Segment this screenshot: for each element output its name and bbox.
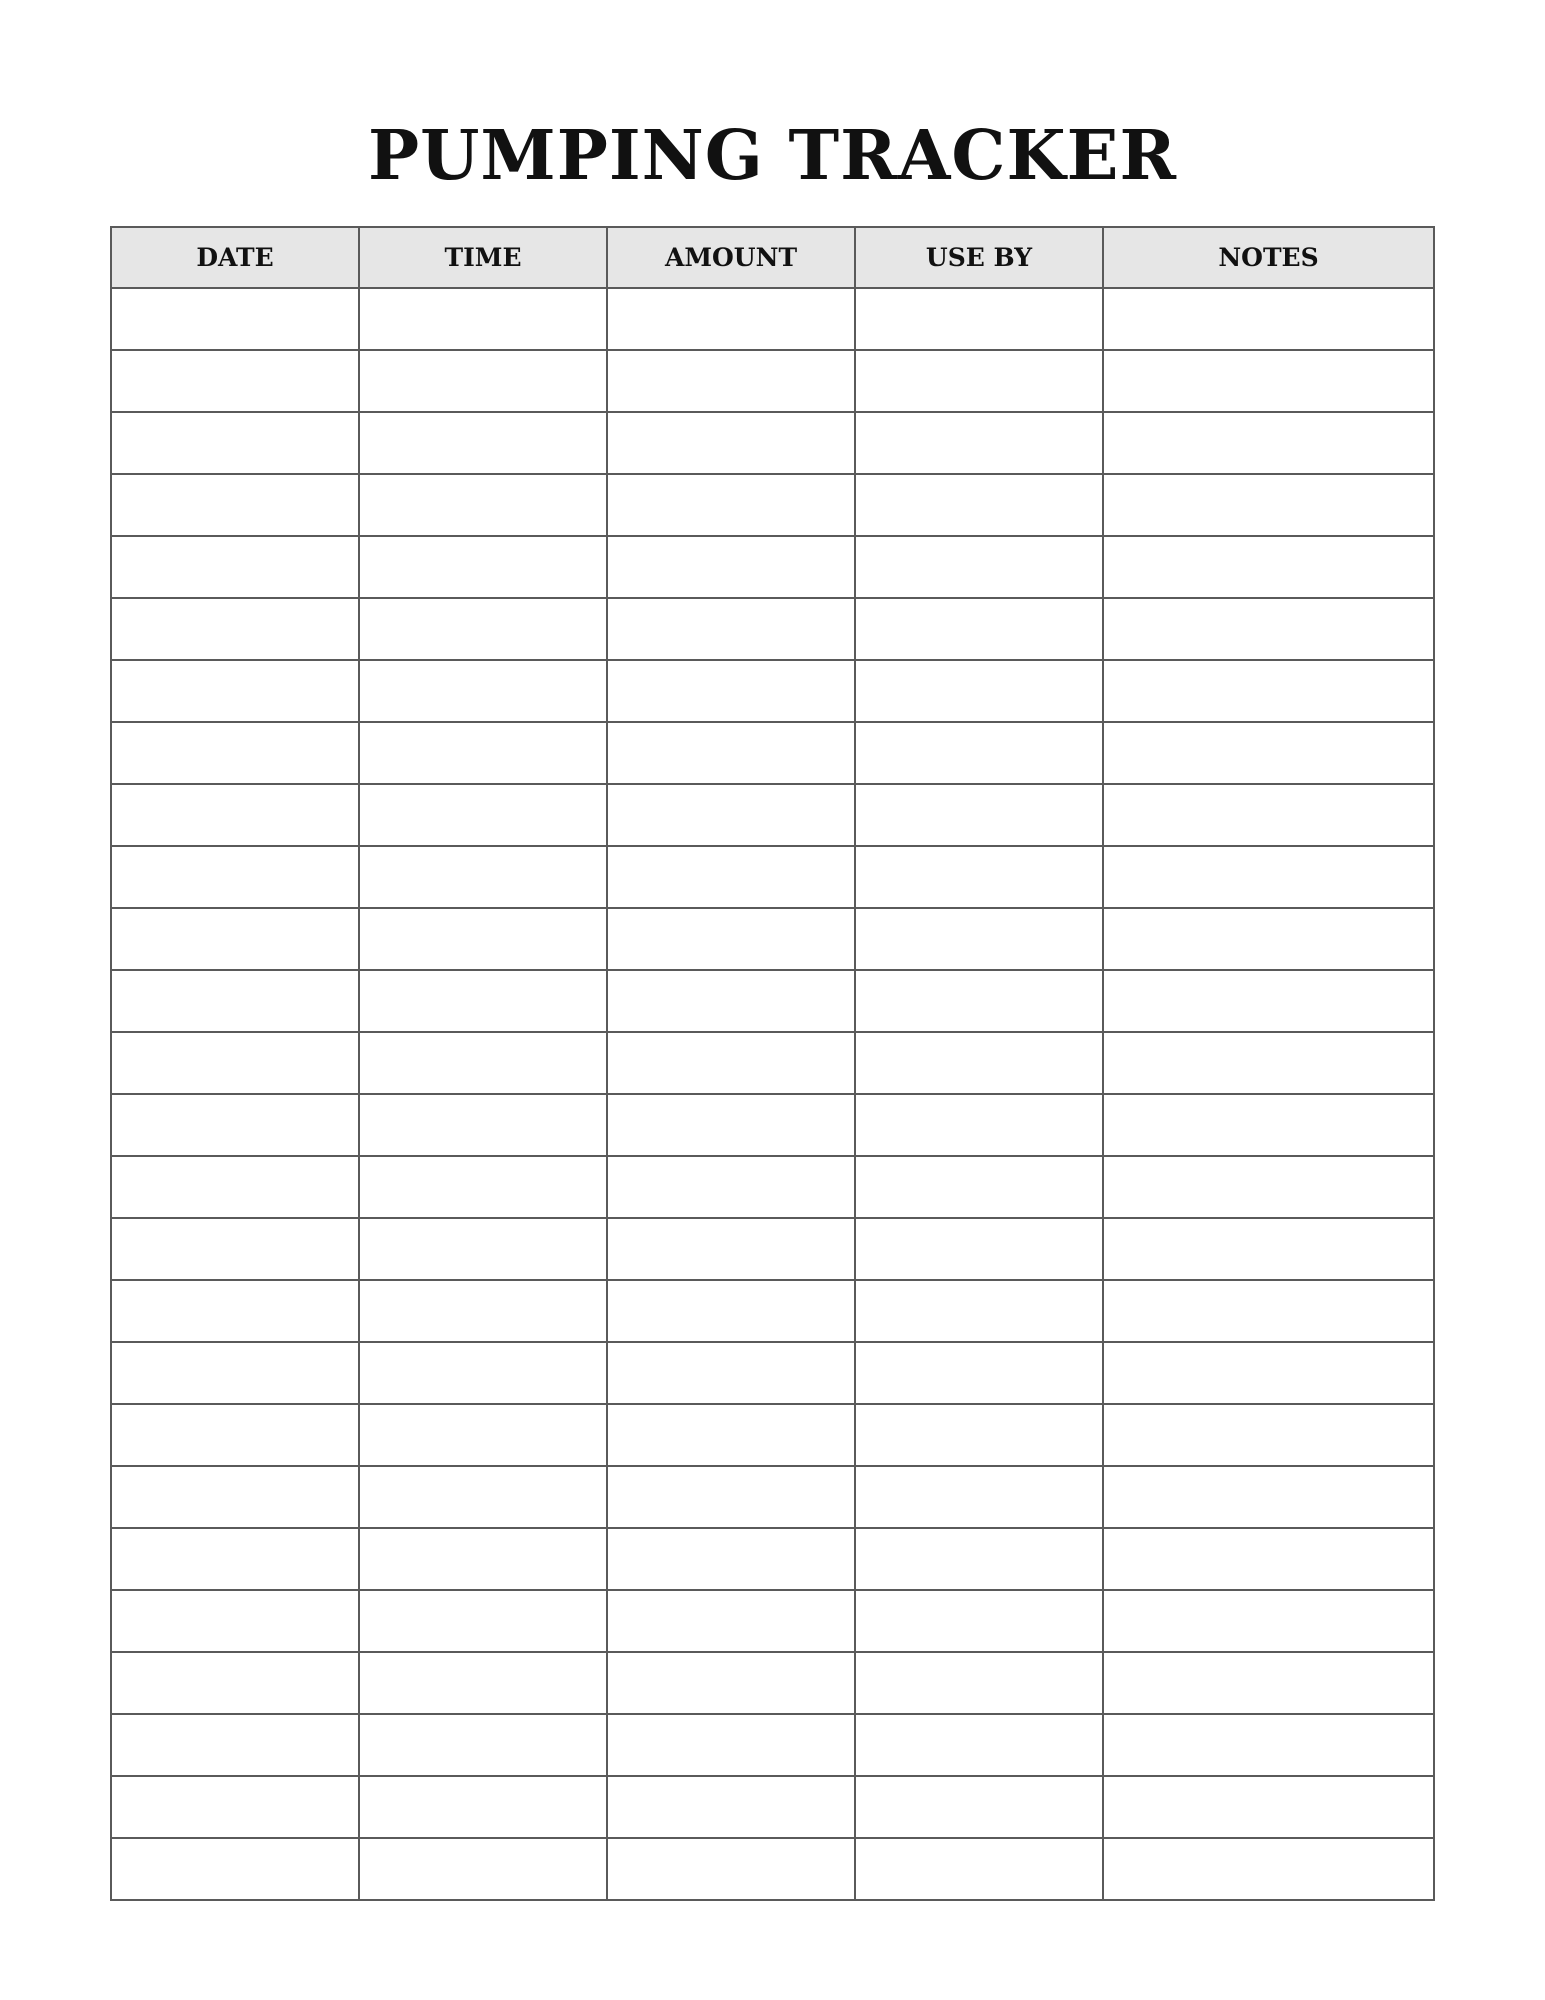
use-by-cell[interactable] [855, 970, 1103, 1032]
page-title: PUMPING TRACKER [368, 116, 1177, 196]
notes-cell[interactable] [1103, 1280, 1434, 1342]
table-row [111, 412, 1434, 474]
use-by-cell[interactable] [855, 1342, 1103, 1404]
use-by-cell[interactable] [855, 1714, 1103, 1776]
use-by-cell[interactable] [855, 474, 1103, 536]
time-cell[interactable] [359, 1528, 607, 1590]
time-cell[interactable] [359, 1280, 607, 1342]
amount-cell[interactable] [607, 1838, 855, 1900]
time-cell[interactable] [359, 784, 607, 846]
use-by-cell[interactable] [855, 1466, 1103, 1528]
use-by-cell[interactable] [855, 722, 1103, 784]
time-cell[interactable] [359, 412, 607, 474]
time-cell[interactable] [359, 598, 607, 660]
notes-cell[interactable] [1103, 1404, 1434, 1466]
table-row [111, 1404, 1434, 1466]
date-cell[interactable] [111, 1714, 359, 1776]
table-row [111, 1342, 1434, 1404]
date-cell[interactable] [111, 660, 359, 722]
notes-cell[interactable] [1103, 1838, 1434, 1900]
amount-cell[interactable] [607, 1714, 855, 1776]
amount-cell[interactable] [607, 1218, 855, 1280]
table-row [111, 536, 1434, 598]
time-cell[interactable] [359, 1156, 607, 1218]
notes-cell[interactable] [1103, 288, 1434, 350]
notes-cell[interactable] [1103, 1528, 1434, 1590]
notes-cell[interactable] [1103, 722, 1434, 784]
use-by-cell[interactable] [855, 1032, 1103, 1094]
time-cell[interactable] [359, 846, 607, 908]
notes-cell[interactable] [1103, 846, 1434, 908]
date-cell[interactable] [111, 1528, 359, 1590]
amount-cell[interactable] [607, 1032, 855, 1094]
notes-cell[interactable] [1103, 908, 1434, 970]
date-cell[interactable] [111, 970, 359, 1032]
date-cell[interactable] [111, 1466, 359, 1528]
table-row [111, 1714, 1434, 1776]
amount-cell[interactable] [607, 474, 855, 536]
time-cell[interactable] [359, 1652, 607, 1714]
amount-cell[interactable] [607, 970, 855, 1032]
table-row [111, 598, 1434, 660]
table-row [111, 1652, 1434, 1714]
date-cell[interactable] [111, 846, 359, 908]
use-by-cell[interactable] [855, 660, 1103, 722]
date-cell[interactable] [111, 1156, 359, 1218]
use-by-cell[interactable] [855, 846, 1103, 908]
time-cell[interactable] [359, 970, 607, 1032]
notes-cell[interactable] [1103, 970, 1434, 1032]
notes-cell[interactable] [1103, 1094, 1434, 1156]
date-cell[interactable] [111, 1404, 359, 1466]
amount-cell[interactable] [607, 288, 855, 350]
date-cell[interactable] [111, 722, 359, 784]
time-cell[interactable] [359, 1838, 607, 1900]
date-cell[interactable] [111, 1838, 359, 1900]
use-by-cell[interactable] [855, 1404, 1103, 1466]
table-row [111, 1280, 1434, 1342]
date-cell[interactable] [111, 598, 359, 660]
notes-cell[interactable] [1103, 474, 1434, 536]
table-row [111, 1590, 1434, 1652]
date-cell[interactable] [111, 1652, 359, 1714]
table-row [111, 722, 1434, 784]
use-by-cell[interactable] [855, 1652, 1103, 1714]
time-cell[interactable] [359, 1032, 607, 1094]
notes-cell[interactable] [1103, 1776, 1434, 1838]
date-cell[interactable] [111, 1342, 359, 1404]
use-by-cell[interactable] [855, 1528, 1103, 1590]
table-row [111, 474, 1434, 536]
amount-cell[interactable] [607, 1776, 855, 1838]
time-cell[interactable] [359, 1342, 607, 1404]
table-row [111, 1032, 1434, 1094]
time-cell[interactable] [359, 722, 607, 784]
date-cell[interactable] [111, 288, 359, 350]
use-by-cell[interactable] [855, 350, 1103, 412]
amount-cell[interactable] [607, 1652, 855, 1714]
amount-cell[interactable] [607, 1094, 855, 1156]
time-cell[interactable] [359, 474, 607, 536]
notes-cell[interactable] [1103, 784, 1434, 846]
column-header-amount: AMOUNT [607, 227, 855, 288]
use-by-cell[interactable] [855, 288, 1103, 350]
amount-cell[interactable] [607, 1466, 855, 1528]
notes-cell[interactable] [1103, 598, 1434, 660]
notes-cell[interactable] [1103, 350, 1434, 412]
amount-cell[interactable] [607, 908, 855, 970]
tracker-body [111, 288, 1434, 1900]
table-row [111, 1838, 1434, 1900]
use-by-cell[interactable] [855, 1838, 1103, 1900]
table-row [111, 1094, 1434, 1156]
time-cell[interactable] [359, 660, 607, 722]
time-cell[interactable] [359, 1466, 607, 1528]
amount-cell[interactable] [607, 536, 855, 598]
date-cell[interactable] [111, 1280, 359, 1342]
date-cell[interactable] [111, 1590, 359, 1652]
table-row [111, 846, 1434, 908]
use-by-cell[interactable] [855, 908, 1103, 970]
table-row [111, 350, 1434, 412]
notes-cell[interactable] [1103, 1032, 1434, 1094]
date-cell[interactable] [111, 1776, 359, 1838]
amount-cell[interactable] [607, 598, 855, 660]
date-cell[interactable] [111, 908, 359, 970]
use-by-cell[interactable] [855, 598, 1103, 660]
notes-cell[interactable] [1103, 1342, 1434, 1404]
use-by-cell[interactable] [855, 412, 1103, 474]
date-cell[interactable] [111, 412, 359, 474]
amount-cell[interactable] [607, 660, 855, 722]
use-by-cell[interactable] [855, 1218, 1103, 1280]
amount-cell[interactable] [607, 846, 855, 908]
column-header-date: DATE [111, 227, 359, 288]
time-cell[interactable] [359, 1590, 607, 1652]
use-by-cell[interactable] [855, 1590, 1103, 1652]
table-row [111, 784, 1434, 846]
amount-cell[interactable] [607, 1404, 855, 1466]
amount-cell[interactable] [607, 1590, 855, 1652]
time-cell[interactable] [359, 1094, 607, 1156]
amount-cell[interactable] [607, 350, 855, 412]
use-by-cell[interactable] [855, 784, 1103, 846]
date-cell[interactable] [111, 350, 359, 412]
table-row [111, 660, 1434, 722]
use-by-cell[interactable] [855, 536, 1103, 598]
notes-cell[interactable] [1103, 412, 1434, 474]
table-row [111, 908, 1434, 970]
amount-cell[interactable] [607, 1528, 855, 1590]
notes-cell[interactable] [1103, 1590, 1434, 1652]
table-row [111, 1466, 1434, 1528]
tracker-table [110, 226, 1435, 1901]
table-row [111, 970, 1434, 1032]
time-cell[interactable] [359, 908, 607, 970]
amount-cell[interactable] [607, 1280, 855, 1342]
header-row [111, 227, 1434, 288]
amount-cell[interactable] [607, 1342, 855, 1404]
amount-cell[interactable] [607, 722, 855, 784]
notes-cell[interactable] [1103, 660, 1434, 722]
time-cell[interactable] [359, 1218, 607, 1280]
time-cell[interactable] [359, 288, 607, 350]
date-cell[interactable] [111, 474, 359, 536]
column-header-notes: NOTES [1103, 227, 1434, 288]
time-cell[interactable] [359, 1404, 607, 1466]
date-cell[interactable] [111, 1032, 359, 1094]
table-row [111, 288, 1434, 350]
date-cell[interactable] [111, 1218, 359, 1280]
use-by-cell[interactable] [855, 1776, 1103, 1838]
amount-cell[interactable] [607, 784, 855, 846]
notes-cell[interactable] [1103, 1714, 1434, 1776]
amount-cell[interactable] [607, 1156, 855, 1218]
notes-cell[interactable] [1103, 1156, 1434, 1218]
use-by-cell[interactable] [855, 1156, 1103, 1218]
table-row [111, 1528, 1434, 1590]
table-row [111, 1156, 1434, 1218]
date-cell[interactable] [111, 784, 359, 846]
date-cell[interactable] [111, 1094, 359, 1156]
use-by-cell[interactable] [855, 1094, 1103, 1156]
notes-cell[interactable] [1103, 1466, 1434, 1528]
time-cell[interactable] [359, 1776, 607, 1838]
column-header-use-by: USE BY [855, 227, 1103, 288]
use-by-cell[interactable] [855, 1280, 1103, 1342]
time-cell[interactable] [359, 350, 607, 412]
amount-cell[interactable] [607, 412, 855, 474]
date-cell[interactable] [111, 536, 359, 598]
notes-cell[interactable] [1103, 1652, 1434, 1714]
table-row [111, 1218, 1434, 1280]
time-cell[interactable] [359, 536, 607, 598]
table-row [111, 1776, 1434, 1838]
notes-cell[interactable] [1103, 536, 1434, 598]
column-header-time: TIME [359, 227, 607, 288]
notes-cell[interactable] [1103, 1218, 1434, 1280]
time-cell[interactable] [359, 1714, 607, 1776]
